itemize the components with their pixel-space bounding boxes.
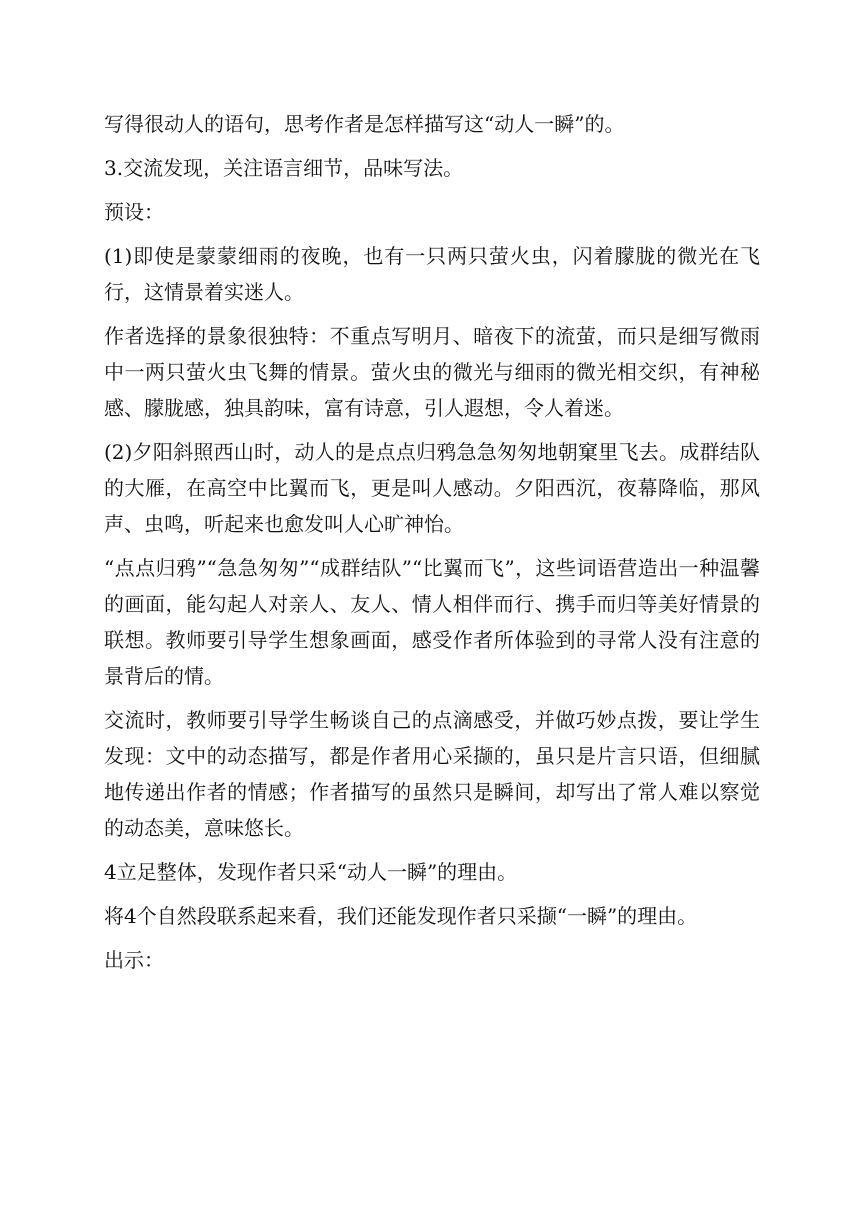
paragraph-teaching-note: 交流时，教师要引导学生畅谈自己的点滴感受，并做巧妙点拨，要让学生发现：文中的动态描写，都是作者用心采撷的，虽只是片言只语，但细腻地传递出作者的情感；作者描写的虽然只是瞬间，却写出了常人难以察觉的动态美，意味悠长。	[104, 708, 760, 840]
paragraph-reason: 将4个自然段联系起来看，我们还能发现作者只采撷“一瞬”的理由。	[104, 904, 698, 928]
paragraph-show-label: 出示：	[104, 948, 164, 972]
paragraph-quote-1: (1)即使是蒙蒙细雨的夜晚，也有一只两只萤火虫，闪着朦胧的微光在飞行，这情景着实迷人。	[104, 244, 760, 304]
paragraph-analysis-1: 作者选择的景象很独特：不重点写明月、暗夜下的流萤，而只是细写微雨中一两只萤火虫飞舞的情景。萤火虫的微光与细雨的微光相交织，有神秘感、朦胧感，独具韵味，富有诗意，引人遐想，令人着迷。	[104, 324, 760, 420]
paragraph-preset-label: 预设：	[104, 200, 164, 224]
paragraph-step-3: 3.交流发现，关注语言细节，品味写法。	[104, 156, 464, 180]
paragraph-quote-2: (2)夕阳斜照西山时，动人的是点点归鸦急急匆匆地朝窠里飞去。成群结队的大雁，在高空中比翼而飞，更是叫人感动。夕阳西沉，夜幕降临，那风声、虫鸣，听起来也愈发叫人心旷神怡。	[104, 440, 760, 536]
paragraph-step-4: 4立足整体，发现作者只采“动人一瞬”的理由。	[104, 860, 518, 884]
paragraph-continuation: 写得很动人的语句，思考作者是怎样描写这“动人一瞬”的。	[104, 112, 625, 136]
paragraph-analysis-2: “点点归鸦”“急急匆匆”“成群结队”“比翼而飞”，这些词语营造出一种温馨的画面，能勾起人对亲人、友人、情人相伴而行、携手而归等美好情景的联想。教师要引导学生想象画面，感受作者所体验到的寻常人没有注意的景背后的情。	[104, 556, 760, 688]
document-body	[104, 106, 760, 986]
